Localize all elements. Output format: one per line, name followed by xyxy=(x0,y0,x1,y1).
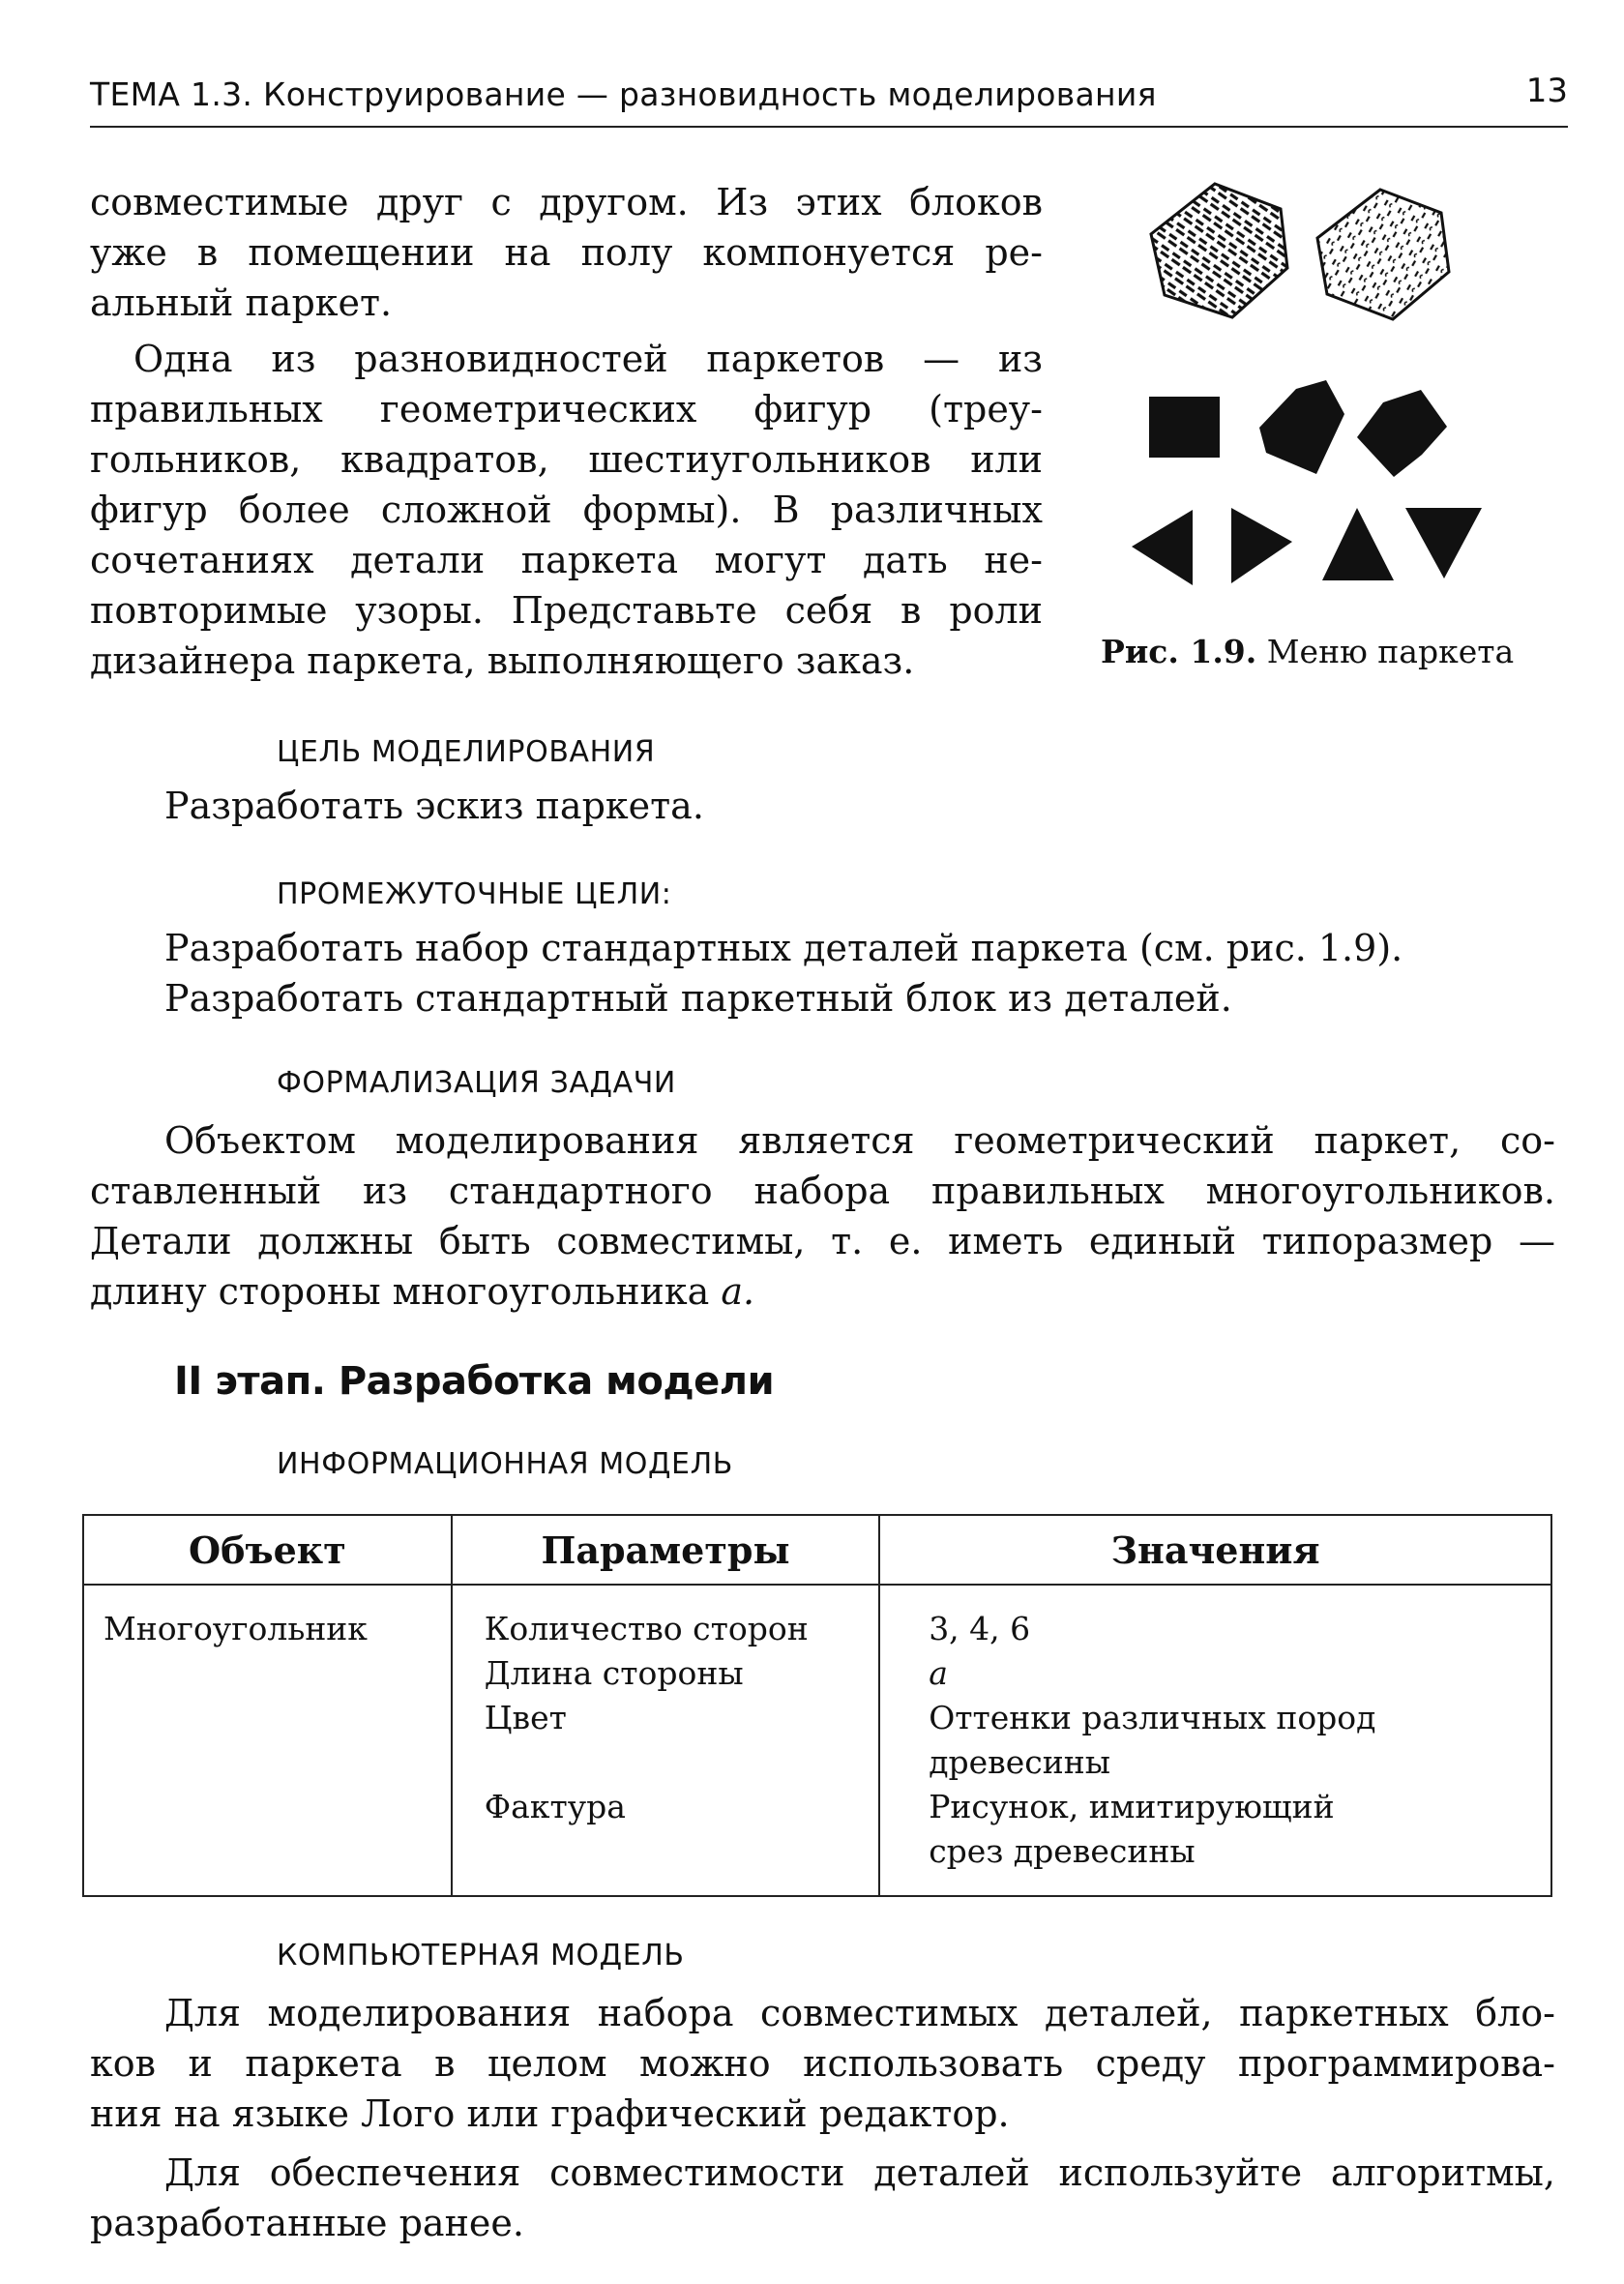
header-title: ТЕМА 1.3. Конструирование — разновидность моделирования xyxy=(90,75,1157,113)
text-line: повторимые узоры. Представьте себя в роли xyxy=(90,589,1043,632)
variable-a: a. xyxy=(721,1270,755,1313)
intro-paragraph-2 xyxy=(90,334,1043,686)
goal-text: Разработать эскиз паркета. xyxy=(164,785,704,827)
text-line: Для моделирования набора совместимых деталей, паркетных бло- xyxy=(164,1992,1555,2034)
value-item: срез древесины xyxy=(929,1832,1196,1870)
pentagon-rotated-shape xyxy=(1357,390,1447,477)
value-item: древесины xyxy=(929,1743,1111,1781)
hexagon-light-textured xyxy=(1317,190,1449,319)
info-model-heading: ИНФОРМАЦИОННАЯ МОДЕЛЬ xyxy=(277,1447,733,1481)
table-row xyxy=(83,1585,1551,1896)
column-header: Объект xyxy=(83,1515,452,1585)
text-line: Объектом моделирования является геометрический паркет, со- xyxy=(164,1119,1555,1162)
text-line: ков и паркета в целом можно использовать среду программирова- xyxy=(90,2042,1555,2085)
intermediate-list xyxy=(164,923,1557,1023)
param-item: Фактура xyxy=(484,1788,626,1825)
value-item: Рисунок, имитирующий xyxy=(929,1788,1335,1825)
intermediate-heading: ПРОМЕЖУТОЧНЫЕ ЦЕЛИ: xyxy=(277,877,672,911)
running-header xyxy=(90,68,1568,128)
text-line: ставленный из стандартного набора правильных многоугольников. xyxy=(90,1170,1555,1212)
value-item: 3, 4, 6 xyxy=(929,1610,1031,1647)
text-line xyxy=(90,1266,1555,1317)
text-line: сочетаниях детали паркета могут дать не- xyxy=(90,539,1043,581)
triangle-right-shape xyxy=(1231,508,1292,583)
intro-paragraph-1 xyxy=(90,177,1043,328)
text-line: Одна из разновидностей паркетов — из xyxy=(133,338,1043,380)
list-item: Разработать набор стандартных деталей паркета (см. рис. 1.9). xyxy=(164,927,1403,969)
cell-params xyxy=(452,1585,879,1896)
text-line: Детали должны быть совместимы, т. е. иметь единый типоразмер — xyxy=(90,1220,1555,1262)
info-model-table xyxy=(82,1514,1552,1897)
column-header: Значения xyxy=(879,1515,1551,1585)
text-line: разработанные ранее. xyxy=(90,2202,524,2244)
text-line: ния на языке Лого или графический редактор. xyxy=(90,2092,1010,2135)
triangle-left-shape xyxy=(1132,510,1193,585)
text-line: фигур более сложной формы). В различных xyxy=(90,489,1043,531)
formalization-paragraph xyxy=(90,1115,1555,1317)
object-name: Многоугольник xyxy=(103,1610,368,1647)
triangle-up-shape xyxy=(1322,508,1394,580)
param-item: Количество сторон xyxy=(484,1610,809,1647)
computer-model-paragraph-1 xyxy=(90,1988,1555,2139)
cell-values xyxy=(879,1585,1551,1896)
text-line-body: длину стороны многоугольника xyxy=(90,1270,710,1313)
text-line: Для обеспечения совместимости деталей используйте алгоритмы, xyxy=(164,2151,1555,2194)
pentagon-shape xyxy=(1259,380,1344,474)
hexagon-dark-textured xyxy=(1151,184,1287,317)
list-item: Разработать стандартный паркетный блок из деталей. xyxy=(164,977,1232,1020)
cell-object xyxy=(83,1585,452,1896)
page-number: 13 xyxy=(1525,72,1568,110)
text-line: дизайнера паркета, выполняющего заказ. xyxy=(90,639,915,682)
text-line: уже в помещении на полу компонуется ре- xyxy=(90,231,1043,274)
computer-model-heading: КОМПЬЮТЕРНАЯ МОДЕЛЬ xyxy=(277,1939,685,1973)
stage-title: II этап. Разработка модели xyxy=(174,1359,775,1404)
param-item: Длина стороны xyxy=(484,1654,744,1692)
text-line: альный паркет. xyxy=(90,282,393,324)
value-item: a xyxy=(929,1654,948,1692)
caption-text: Меню паркета xyxy=(1266,633,1515,670)
figure-parquet-menu xyxy=(1112,174,1548,600)
text-line: совместимые друг с другом. Из этих блоков xyxy=(90,181,1043,223)
text-line: гольников, квадратов, шестиугольников или xyxy=(90,438,1043,481)
param-item: Цвет xyxy=(484,1699,567,1736)
text-line: правильных геометрических фигур (треу- xyxy=(90,388,1043,430)
value-item: Оттенки различных пород xyxy=(929,1699,1376,1736)
param-spacer xyxy=(485,1740,859,1785)
caption-label: Рис. 1.9. xyxy=(1101,633,1257,670)
formalization-heading: ФОРМАЛИЗАЦИЯ ЗАДАЧИ xyxy=(277,1066,676,1100)
triangle-down-shape xyxy=(1405,508,1482,578)
figure-caption xyxy=(1101,633,1555,670)
square-shape xyxy=(1149,397,1220,458)
computer-model-paragraph-2 xyxy=(90,2148,1555,2248)
goal-heading: ЦЕЛЬ МОДЕЛИРОВАНИЯ xyxy=(277,735,656,769)
table-header-row xyxy=(83,1515,1551,1585)
column-header: Параметры xyxy=(452,1515,879,1585)
